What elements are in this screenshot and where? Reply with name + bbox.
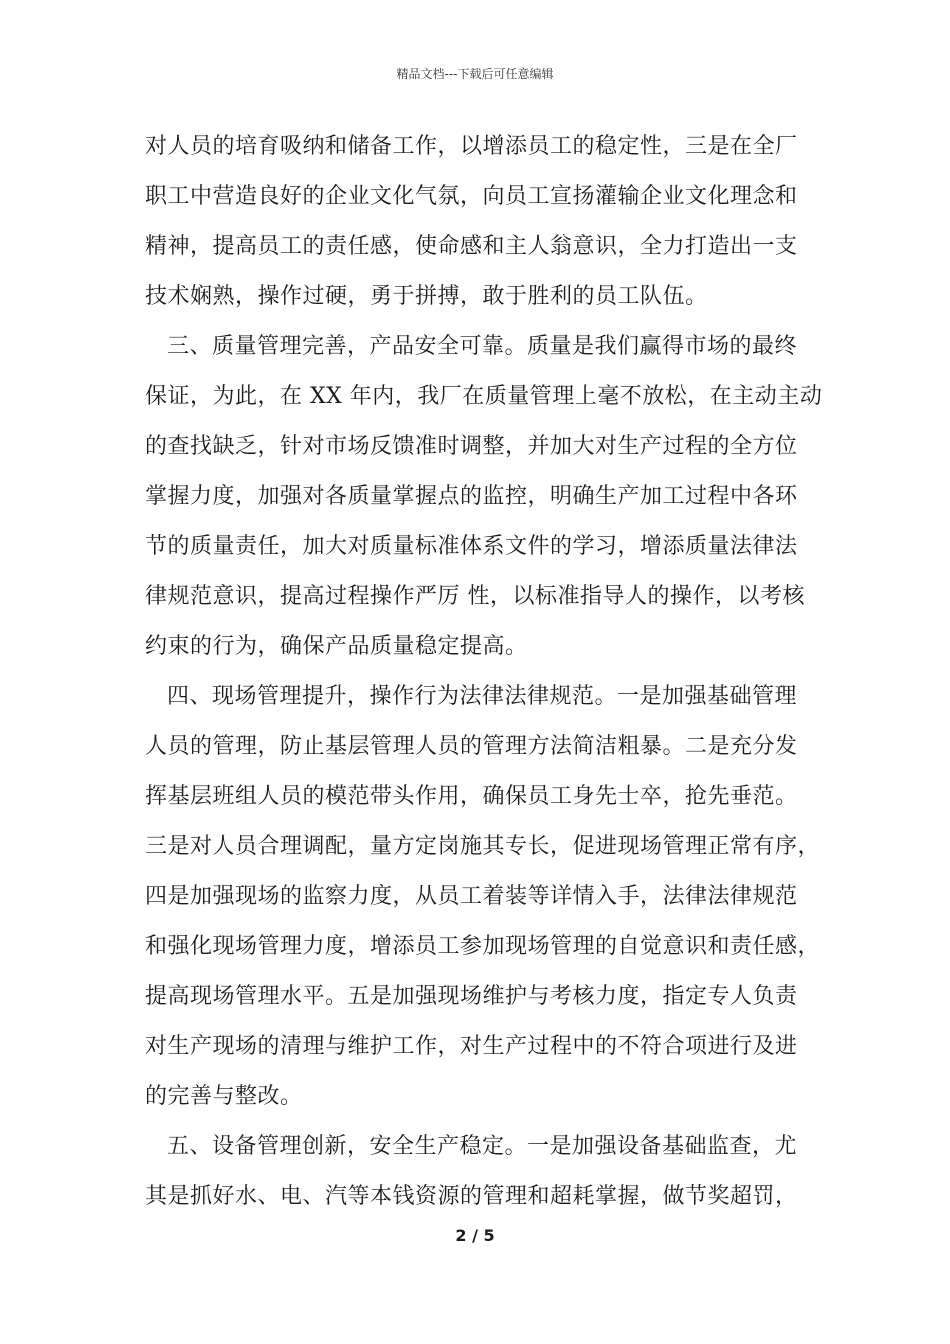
text-line: 节的质量责任，加大对质量标准体系文件的学习，增添质量法律法 <box>145 534 798 559</box>
text-line: 技术娴熟，操作过硬，勇于拼搏，敢于胜利的员工队伍。 <box>145 284 708 309</box>
page-header: 精品文档---下载后可任意编辑 <box>396 67 554 81</box>
page-number: 2 / 5 <box>455 1226 495 1245</box>
text-line: 对生产现场的清理与维护工作，对生产过程中的不符合项进行及进 <box>145 1034 798 1059</box>
text-line: 的查找缺乏，针对市场反馈准时调整，并加大对生产过程的全方位 <box>145 434 798 459</box>
text-line: 律规范意识，提高过程操作严厉 性，以标准指导人的操作，以考核 <box>145 584 805 609</box>
text-line: 三是对人员合理调配，量方定岗施其专长，促进现场管理正常有序， <box>145 834 821 859</box>
text-line: 其是抓好水、电、汽等本钱资源的管理和超耗掌握，做节奖超罚， <box>145 1184 798 1209</box>
text-line: 掌握力度，加强对各质量掌握点的监控，明确生产加工过程中各环 <box>145 484 798 509</box>
text-line: 保证，为此，在 XX 年内，我厂在质量管理上毫不放松，在主动主动 <box>145 384 823 409</box>
text-line: 约束的行为，确保产品质量稳定提高。 <box>145 634 528 659</box>
text-line: 对人员的培育吸纳和储备工作，以增添员工的稳定性，三是在全厂 <box>145 134 798 159</box>
text-line: 提高现场管理水平。五是加强现场维护与考核力度，指定专人负责 <box>145 984 798 1009</box>
document-body <box>145 122 823 1222</box>
section-heading-line: 三、质量管理完善，产品安全可靠。质量是我们赢得市场的最终 <box>167 334 798 359</box>
text-line: 精神，提高员工的责任感，使命感和主人翁意识，全力打造出一支 <box>145 234 798 259</box>
text-line: 人员的管理，防止基层管理人员的管理方法简洁粗暴。二是充分发 <box>145 734 798 759</box>
section-heading-line: 五、设备管理创新，安全生产稳定。一是加强设备基础监查，尤 <box>167 1134 798 1159</box>
text-line: 挥基层班组人员的模范带头作用，确保员工身先士卒，抢先垂范。 <box>145 784 798 809</box>
section-heading-line: 四、现场管理提升，操作行为法律法律规范。一是加强基础管理 <box>167 684 798 709</box>
text-line: 和强化现场管理力度，增添员工参加现场管理的自觉意识和责任感， <box>145 934 821 959</box>
text-line: 四是加强现场的监察力度，从员工着装等详情入手，法律法律规范 <box>145 884 798 909</box>
text-line: 的完善与整改。 <box>145 1084 303 1109</box>
text-line: 职工中营造良好的企业文化气氛，向员工宣扬灌输企业文化理念和 <box>145 184 798 209</box>
